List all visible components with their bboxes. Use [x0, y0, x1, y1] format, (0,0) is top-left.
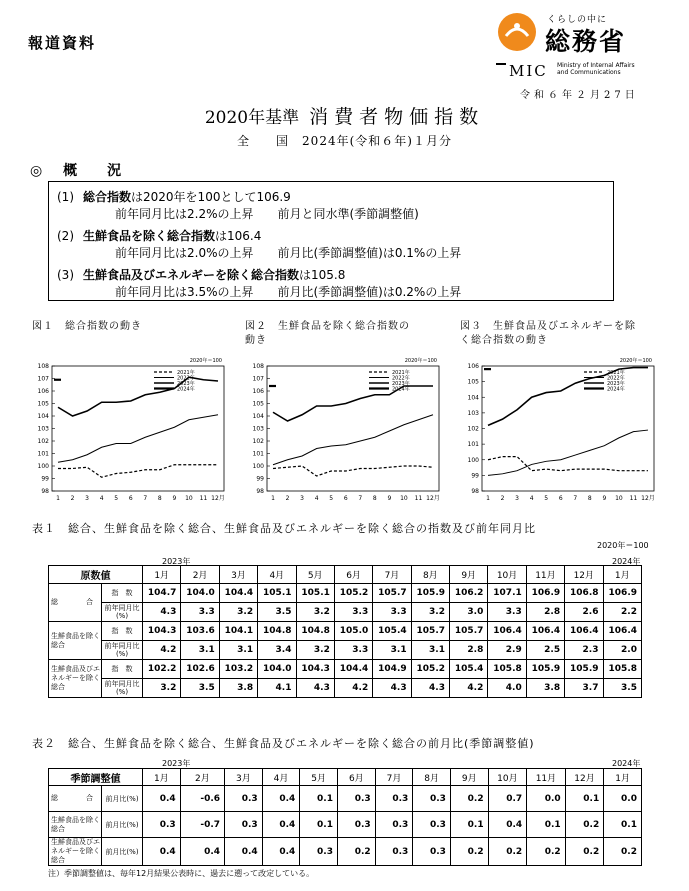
table1-year-right: 2024年	[612, 557, 641, 566]
table1-value: 105.1	[258, 584, 296, 603]
table1-value: 3.2	[143, 679, 181, 698]
table2-value: 0.2	[527, 838, 566, 866]
overview-item-2	[57, 227, 261, 244]
overview-heading: ◎ 概 況	[30, 163, 130, 179]
table1-value: 3.2	[296, 641, 334, 660]
x-tick-label: 1	[56, 495, 60, 502]
table1-value: 106.2	[450, 584, 488, 603]
table1-month-header: 3月	[219, 566, 257, 584]
table1-value: 3.5	[258, 603, 296, 622]
table2-year-left: 2023年	[162, 759, 191, 768]
y-tick-label: 107	[37, 375, 49, 383]
table2-value: 0.7	[488, 786, 527, 812]
table2-value: 0.4	[262, 838, 300, 866]
table2-value: 0.3	[337, 786, 375, 812]
y-tick-label: 108	[37, 363, 49, 370]
table2-value: 0.4	[180, 838, 224, 866]
x-tick-label: 6	[128, 495, 133, 502]
table1-value: 105.1	[296, 584, 334, 603]
x-tick-label: 7	[573, 495, 578, 502]
x-tick-label: 9	[602, 495, 607, 502]
table1-value: 4.3	[411, 679, 449, 698]
table1-value: 106.4	[565, 622, 603, 641]
table1-value: 3.3	[488, 603, 526, 622]
y-tick-label: 106	[467, 363, 479, 370]
table1-value: 106.9	[603, 584, 642, 603]
overview-item-label: 総合指数	[83, 190, 132, 204]
y-tick-label: 99	[256, 475, 264, 483]
x-tick-label: 3	[515, 495, 520, 502]
y-tick-label: 106	[37, 388, 49, 395]
table2-value: 0.1	[450, 812, 488, 838]
table1-month-header: 5月	[296, 566, 334, 584]
table1-value: 105.9	[411, 584, 449, 603]
x-tick-label: 1	[486, 495, 490, 502]
plot-frame	[52, 366, 224, 491]
mic-fullname-line1: Ministry of Internal Affairs	[557, 62, 635, 69]
y-tick-label: 103	[252, 425, 264, 433]
table2-month-header: 6月	[337, 769, 375, 786]
table1-value: 104.8	[296, 622, 334, 641]
table2-month-header: 4月	[262, 769, 300, 786]
table2-month-header: 5月	[300, 769, 338, 786]
table2-value: 0.4	[143, 838, 181, 866]
table1-unit: 2020年＝100	[597, 541, 649, 550]
x-tick-label: 8	[587, 495, 592, 502]
table1-value: 2.6	[565, 603, 603, 622]
table1-row-label: 指 数	[102, 660, 143, 679]
table2-group-name: 生鮮食品及びエネルギーを除く総合	[49, 838, 102, 866]
overview-item-1-detail: 前年同月比は2.2%の上昇 前月と同水準(季節調整値)	[115, 207, 419, 221]
series-line	[488, 457, 648, 471]
x-tick-label: 2	[500, 495, 505, 502]
overview-item-number: (3)	[57, 268, 74, 282]
mic-abbrev: MIC	[509, 62, 548, 80]
mic-fullname-line2: and Communications	[557, 69, 621, 76]
x-tick-label: 12月	[211, 495, 225, 502]
table1-value: 105.9	[565, 660, 603, 679]
table1-value: 3.1	[373, 641, 411, 660]
table2-value: 0.4	[262, 786, 300, 812]
table2-month-header: 1月	[143, 769, 181, 786]
table2-month-header: 1月	[604, 769, 642, 786]
y-tick-label: 103	[37, 425, 49, 433]
y-tick-label: 105	[467, 378, 479, 386]
y-tick-label: 104	[37, 413, 49, 420]
legend-label: 2021年	[392, 369, 410, 376]
x-tick-label: 12月	[426, 495, 440, 502]
x-tick-label: 6	[343, 495, 348, 502]
table1-value: 105.2	[411, 660, 449, 679]
x-tick-label: 8	[372, 495, 377, 502]
table1-group-name: 総 合	[49, 584, 102, 622]
chart-note: 2020年＝100	[404, 358, 437, 364]
table1-value: 105.7	[411, 622, 449, 641]
table1-value: 105.8	[488, 660, 526, 679]
table1-month-header: 1月	[143, 566, 181, 584]
table1-value: 4.1	[258, 679, 296, 698]
table1-value: 3.8	[526, 679, 564, 698]
table2-caption: 表２ 総合、生鮮食品を除く総合、生鮮食品及びエネルギーを除く総合の前月比(季節調整値)	[32, 737, 535, 750]
table1-value: 105.0	[334, 622, 372, 641]
table1-value: 4.3	[296, 679, 334, 698]
table2-value: 0.3	[143, 812, 181, 838]
y-tick-label: 104	[252, 413, 264, 420]
table2-value: 0.3	[375, 838, 413, 866]
chart-total-index	[30, 352, 230, 507]
x-tick-label: 5	[544, 495, 549, 502]
table2-value: 0.2	[565, 838, 604, 866]
table1-value: 2.8	[526, 603, 564, 622]
table1-group-name: 生鮮食品及びエネルギーを除く総合	[49, 660, 102, 698]
y-tick-label: 108	[252, 363, 264, 370]
x-tick-label: 11	[199, 495, 208, 502]
title-base: 2020年基準	[204, 108, 300, 128]
figure-2-caption: 図２ 生鮮食品を除く総合指数の動き	[245, 321, 410, 346]
table2-row-label: 前月比(%)	[102, 786, 143, 812]
table1-value: 2.5	[526, 641, 564, 660]
table2-value: 0.2	[565, 812, 604, 838]
table1-value: 2.3	[565, 641, 603, 660]
chart-note: 2020年＝100	[619, 358, 652, 364]
table2-value: 0.1	[300, 812, 338, 838]
table1-value: 2.9	[488, 641, 526, 660]
table2-value: 0.3	[413, 812, 451, 838]
table2-value: 0.3	[375, 812, 413, 838]
table1-month-header: 9月	[450, 566, 488, 584]
y-tick-label: 102	[252, 438, 264, 445]
table1-value: 3.1	[219, 641, 257, 660]
legend-label: 2021年	[607, 369, 625, 376]
table2-value: 0.3	[413, 838, 451, 866]
x-tick-label: 3	[300, 495, 305, 502]
table1-value: 3.2	[219, 603, 257, 622]
table1-value: 3.3	[334, 641, 372, 660]
overview-box	[48, 181, 614, 301]
legend-label: 2024年	[392, 386, 410, 393]
release-date: 令和６年２月27日	[520, 90, 639, 101]
table1	[48, 565, 642, 698]
table1-value: 105.8	[603, 660, 642, 679]
y-tick-label: 105	[37, 400, 49, 408]
table2-value: 0.3	[300, 838, 338, 866]
table1-value: 4.2	[334, 679, 372, 698]
table2-value: 0.1	[604, 812, 642, 838]
x-tick-label: 1	[271, 495, 275, 502]
overview-item-3	[57, 266, 345, 283]
table2-value: 0.3	[337, 812, 375, 838]
ministry-name: 総務省	[545, 27, 627, 56]
overview-item-3-detail: 前年同月比は3.5%の上昇 前月比(季節調整値)は0.2%の上昇	[115, 285, 462, 299]
table2-value: 0.4	[488, 812, 527, 838]
legend-label: 2022年	[607, 375, 625, 382]
table2-value: 0.2	[450, 838, 488, 866]
y-tick-label: 107	[252, 375, 264, 383]
table1-value: 105.4	[373, 622, 411, 641]
x-tick-label: 4	[99, 495, 104, 502]
x-tick-label: 7	[358, 495, 363, 502]
table1-caption: 表１ 総合、生鮮食品を除く総合、生鮮食品及びエネルギーを除く総合の指数及び前年同月比	[32, 522, 536, 535]
table1-value: 104.0	[181, 584, 219, 603]
table2-year-right: 2024年	[612, 759, 641, 768]
table2-value: 0.4	[225, 838, 263, 866]
title-main: 消費者物価指数	[309, 106, 485, 128]
x-tick-label: 10	[400, 495, 408, 502]
x-tick-label: 3	[85, 495, 90, 502]
table1-value: 3.3	[373, 603, 411, 622]
table2-note: 注）季節調整値は、毎年12月結果公表時に、過去に遡って改定している。	[48, 869, 315, 878]
table2-group-name: 生鮮食品を除く総合	[49, 812, 102, 838]
table2-value: 0.2	[604, 838, 642, 866]
y-tick-label: 98	[256, 488, 264, 495]
legend-label: 2022年	[177, 375, 195, 382]
table1-month-header: 1月	[603, 566, 642, 584]
x-tick-label: 6	[558, 495, 563, 502]
table2-month-header: 8月	[413, 769, 451, 786]
table1-value: 103.2	[219, 660, 257, 679]
table2-group-name: 総 合	[49, 786, 102, 812]
table1-value: 3.3	[181, 603, 219, 622]
table2-value: 0.0	[604, 786, 642, 812]
mic-rule	[496, 63, 506, 65]
table1-value: 104.4	[334, 660, 372, 679]
x-tick-label: 10	[615, 495, 623, 502]
y-tick-label: 105	[252, 400, 264, 408]
table1-month-header: 4月	[258, 566, 296, 584]
x-tick-label: 9	[387, 495, 392, 502]
table1-value: 104.8	[258, 622, 296, 641]
table1-row-label: 前年同月比(%)	[102, 641, 143, 660]
table2-month-header: 11月	[527, 769, 566, 786]
series-line	[273, 415, 433, 465]
table2-month-header: 12月	[565, 769, 604, 786]
table2-value: 0.3	[413, 786, 451, 812]
table2-value: 0.1	[565, 786, 604, 812]
table1-group-name: 生鮮食品を除く総合	[49, 622, 102, 660]
table2-value: 0.4	[262, 812, 300, 838]
x-tick-label: 5	[114, 495, 119, 502]
table2-value: 0.2	[450, 786, 488, 812]
table2-value: 0.1	[300, 786, 338, 812]
series-line	[58, 465, 218, 478]
y-tick-label: 99	[41, 475, 49, 483]
table1-value: 3.8	[219, 679, 257, 698]
table2-month-header: 2月	[180, 769, 224, 786]
table2-value: 0.0	[527, 786, 566, 812]
x-tick-label: 12月	[641, 495, 655, 502]
table1-value: 105.7	[450, 622, 488, 641]
table1-row-label: 前年同月比(%)	[102, 603, 143, 622]
table1-value: 107.1	[488, 584, 526, 603]
table1-month-header: 10月	[488, 566, 526, 584]
series-line	[488, 430, 648, 475]
table2-value: -0.6	[180, 786, 224, 812]
document-title	[0, 102, 689, 129]
legend-label: 2021年	[177, 369, 195, 376]
table1-value: 2.0	[603, 641, 642, 660]
table2-value: 0.1	[527, 812, 566, 838]
table2	[48, 768, 642, 866]
press-release-label: 報道資料	[28, 34, 97, 52]
legend-label: 2024年	[607, 386, 625, 393]
overview-item-text: は105.8	[299, 268, 346, 282]
y-tick-label: 103	[467, 409, 479, 417]
table2-value: 0.3	[225, 812, 263, 838]
table1-corner: 原数値	[49, 566, 143, 584]
x-tick-label: 7	[143, 495, 148, 502]
table1-month-header: 6月	[334, 566, 372, 584]
table2-month-header: 10月	[488, 769, 527, 786]
table2-month-header: 7月	[375, 769, 413, 786]
table2-value: 0.3	[375, 786, 413, 812]
table1-value: 3.2	[411, 603, 449, 622]
table1-value: 102.2	[143, 660, 181, 679]
table2-corner: 季節調整値	[49, 769, 143, 786]
table1-value: 4.0	[488, 679, 526, 698]
table1-value: 104.0	[258, 660, 296, 679]
table1-value: 3.1	[411, 641, 449, 660]
table1-row-label: 指 数	[102, 622, 143, 641]
table2-month-header: 3月	[225, 769, 263, 786]
y-tick-label: 100	[252, 463, 264, 470]
y-tick-label: 98	[471, 488, 479, 495]
series-line	[58, 415, 218, 463]
x-tick-label: 5	[329, 495, 334, 502]
table1-value: 3.1	[181, 641, 219, 660]
figure-3-caption: 図３ 生鮮食品及びエネルギーを除く総合指数の動き	[460, 321, 636, 346]
table1-value: 104.3	[296, 660, 334, 679]
table1-value: 4.2	[450, 679, 488, 698]
table1-row-label: 指 数	[102, 584, 143, 603]
x-tick-label: 2	[70, 495, 75, 502]
overview-item-text: は2020年を100として106.9	[131, 190, 291, 204]
table2-value: 0.2	[337, 838, 375, 866]
y-tick-label: 102	[467, 425, 479, 433]
table2-month-header: 9月	[450, 769, 488, 786]
table1-value: 102.6	[181, 660, 219, 679]
table1-value: 104.7	[143, 584, 181, 603]
table1-month-header: 2月	[181, 566, 219, 584]
table2-value: 0.4	[143, 786, 181, 812]
table1-year-left: 2023年	[162, 557, 191, 566]
y-tick-label: 101	[37, 450, 49, 458]
x-tick-label: 2	[285, 495, 290, 502]
y-tick-label: 101	[467, 441, 479, 449]
table1-value: 3.5	[181, 679, 219, 698]
table1-value: 4.2	[143, 641, 181, 660]
chart-core-core-index	[460, 352, 660, 507]
table1-value: 3.4	[258, 641, 296, 660]
table1-value: 106.8	[565, 584, 603, 603]
y-tick-label: 106	[252, 388, 264, 395]
table2-value: -0.7	[180, 812, 224, 838]
y-tick-label: 102	[37, 438, 49, 445]
y-tick-label: 100	[37, 463, 49, 470]
table1-month-header: 11月	[526, 566, 564, 584]
overview-item-number: (1)	[57, 190, 74, 204]
tagline: くらしの中に	[547, 15, 608, 25]
table1-value: 3.0	[450, 603, 488, 622]
table1-row-label: 前年同月比(%)	[102, 679, 143, 698]
table1-value: 104.9	[373, 660, 411, 679]
x-tick-label: 4	[314, 495, 319, 502]
x-tick-label: 8	[157, 495, 162, 502]
table1-value: 4.3	[373, 679, 411, 698]
y-tick-label: 98	[41, 488, 49, 495]
table1-value: 105.4	[450, 660, 488, 679]
y-tick-label: 101	[252, 450, 264, 458]
table1-value: 104.4	[219, 584, 257, 603]
legend-label: 2024年	[177, 386, 195, 393]
table1-value: 105.2	[334, 584, 372, 603]
x-tick-label: 10	[185, 495, 193, 502]
table1-value: 105.7	[373, 584, 411, 603]
table1-value: 3.3	[334, 603, 372, 622]
series-line	[273, 466, 433, 476]
x-tick-label: 11	[629, 495, 638, 502]
legend-label: 2023年	[392, 380, 410, 387]
table1-value: 106.4	[603, 622, 642, 641]
table2-row-label: 前月比(%)	[102, 812, 143, 838]
table2-row-label: 前月比(%)	[102, 838, 143, 866]
table1-value: 104.3	[143, 622, 181, 641]
table1-month-header: 8月	[411, 566, 449, 584]
plot-frame	[267, 366, 439, 491]
overview-item-number: (2)	[57, 229, 74, 243]
table1-value: 106.4	[526, 622, 564, 641]
table1-value: 106.9	[526, 584, 564, 603]
table1-value: 2.8	[450, 641, 488, 660]
figure-1-caption: 図１ 総合指数の動き	[32, 321, 142, 332]
y-tick-label: 104	[467, 394, 479, 402]
chart-note: 2020年＝100	[189, 358, 222, 364]
y-tick-label: 100	[467, 456, 479, 464]
document-subtitle: 全 国 2024年(令和６年)１月分	[237, 134, 452, 148]
table1-value: 104.1	[219, 622, 257, 641]
table1-value: 103.6	[181, 622, 219, 641]
ministry-logo-icon	[497, 12, 537, 52]
table1-value: 3.7	[565, 679, 603, 698]
x-tick-label: 4	[529, 495, 534, 502]
overview-item-label: 生鮮食品及びエネルギーを除く総合指数	[83, 268, 300, 282]
legend-label: 2023年	[177, 380, 195, 387]
table1-value: 105.9	[526, 660, 564, 679]
table1-value: 3.2	[296, 603, 334, 622]
chart-core-index	[245, 352, 445, 507]
table1-value: 3.5	[603, 679, 642, 698]
overview-item-2-detail: 前年同月比は2.0%の上昇 前月比(季節調整値)は0.1%の上昇	[115, 246, 462, 260]
x-tick-label: 11	[414, 495, 423, 502]
legend-label: 2023年	[607, 380, 625, 387]
table1-month-header: 12月	[565, 566, 603, 584]
table1-value: 4.3	[143, 603, 181, 622]
legend-label: 2022年	[392, 375, 410, 382]
table2-value: 0.2	[488, 838, 527, 866]
table1-value: 106.4	[488, 622, 526, 641]
overview-item-label: 生鮮食品を除く総合指数	[83, 229, 216, 243]
x-tick-label: 9	[172, 495, 177, 502]
overview-item-1	[57, 188, 291, 205]
overview-item-text: は106.4	[215, 229, 262, 243]
table1-value: 2.2	[603, 603, 642, 622]
table1-month-header: 7月	[373, 566, 411, 584]
y-tick-label: 99	[471, 472, 479, 480]
table2-value: 0.3	[225, 786, 263, 812]
